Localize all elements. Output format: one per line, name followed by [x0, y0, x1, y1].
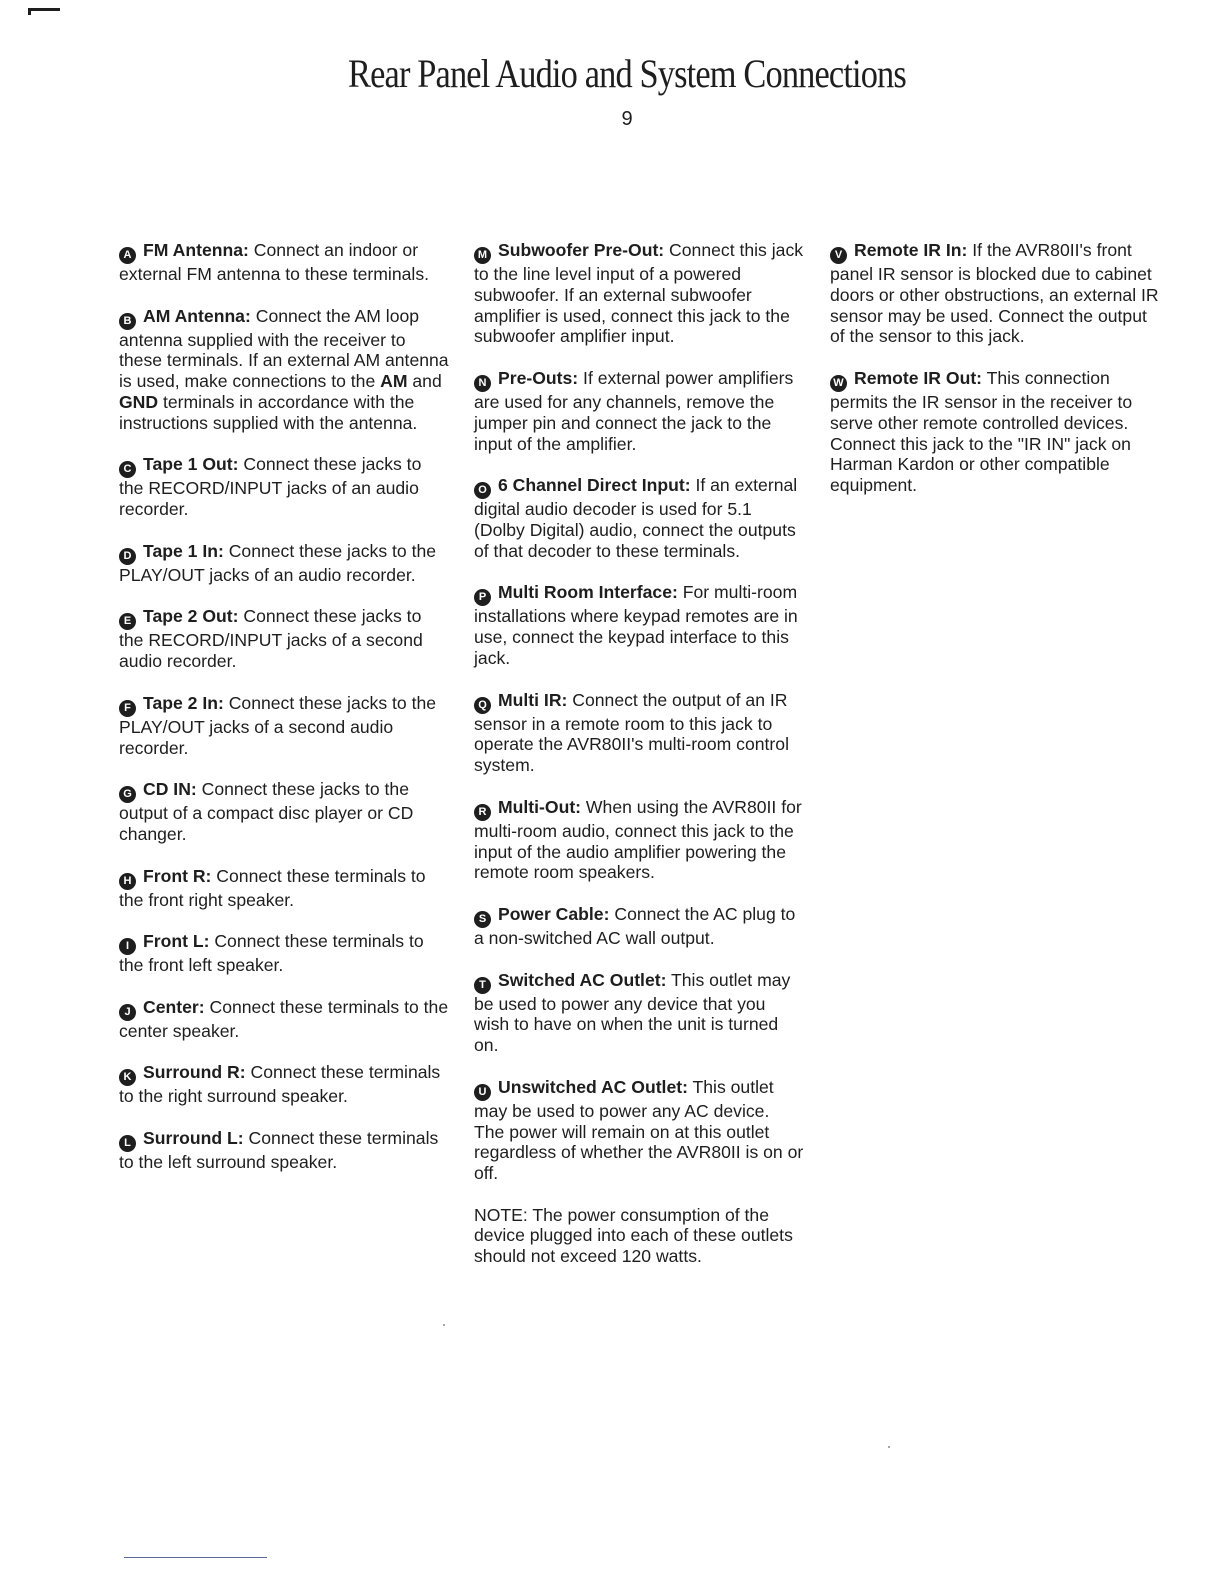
entry-text: and [407, 371, 442, 392]
entry-multi-room-interface [474, 582, 804, 668]
entry-text: If the AVR80II's front panel IR sensor is blocked due to cabinet doors or other obstructions, an external IR sensor may be used. Connect the output of the sensor to this jack. [830, 240, 1159, 347]
entry-term: Front L: [143, 931, 210, 952]
entry-term: FM Antenna: [143, 240, 249, 260]
entry-term: Center: [143, 996, 205, 1017]
entry-text: Connect the output of an IR sensor in a remote room to this jack to operate the AVR80II's multi-room control system. [474, 689, 789, 776]
entry-text: Connect these terminals to the left surround speaker. [119, 1127, 439, 1172]
entry-6-channel-direct-input [474, 475, 804, 561]
marker-a-icon: A [119, 247, 136, 264]
entry-term: Remote IR In: [854, 240, 968, 260]
marker-i-icon: I [119, 938, 136, 955]
entry-text: Connect these jacks to the PLAY/OUT jacks of an audio recorder. [119, 540, 437, 585]
entry-term: Surround L: [143, 1127, 244, 1148]
entry-text: This outlet may be used to power any AC device. The power will remain on at this outlet regardless of whether the AVR80II is on or off. [474, 1076, 804, 1184]
entry-text: Connect these terminals to the center speaker. [119, 996, 449, 1041]
entry-tape-1-out [119, 454, 449, 520]
entry-term: Multi IR: [498, 689, 568, 710]
entry-switched-ac-outlet [474, 970, 804, 1056]
entry-am-antenna [119, 306, 449, 434]
entry-term: Surround R: [143, 1062, 246, 1083]
entry-cd-in [119, 779, 449, 845]
entry-text: For multi-room installations where keypad remotes are in use, connect the keypad interface to this jack. [474, 582, 798, 668]
entry-text: Connect these jacks to the output of a compact disc player or CD changer. [119, 779, 414, 844]
marker-b-icon: B [119, 313, 136, 330]
entry-multi-ir [474, 690, 804, 776]
scan-speck [888, 1446, 890, 1448]
entry-pre-outs [474, 368, 804, 454]
power-note: NOTE: The power consumption of the device plugged into each of these outlets should not exceed 120 watts. [474, 1204, 793, 1267]
entry-term-gnd: GND [119, 391, 159, 412]
entry-text: If an external digital audio decoder is used for 5.1 (Dolby Digital) audio, connect the outputs of that decoder to these terminals. [474, 475, 798, 561]
marker-d-icon: D [119, 548, 136, 565]
marker-s-icon: S [474, 911, 491, 928]
marker-w-icon: W [830, 375, 847, 392]
entry-term: Power Cable: [498, 903, 610, 924]
marker-t-icon: T [474, 977, 491, 994]
entry-term: 6 Channel Direct Input: [498, 475, 691, 496]
entry-remote-ir-in [830, 240, 1160, 347]
entry-text: Connect an indoor or external FM antenna to these terminals. [119, 240, 430, 284]
page-title: Rear Panel Audio and System Connections [348, 51, 906, 96]
column-2 [474, 240, 804, 1288]
marker-v-icon: V [830, 247, 847, 264]
entry-term: Unswitched AC Outlet: [498, 1076, 688, 1097]
entry-term: Switched AC Outlet: [498, 969, 667, 990]
entry-tape-2-out [119, 606, 449, 672]
entry-term: Tape 1 Out: [143, 454, 239, 475]
marker-q-icon: Q [474, 697, 491, 714]
entry-term: Subwoofer Pre-Out: [498, 240, 665, 260]
entry-surround-l [119, 1128, 449, 1173]
marker-n-icon: N [474, 375, 491, 392]
entry-surround-r [119, 1062, 449, 1107]
marker-j-icon: J [119, 1004, 136, 1021]
corner-crop-mark [28, 8, 60, 11]
marker-g-icon: G [119, 786, 136, 803]
page-number: 9 [621, 108, 633, 130]
marker-p-icon: P [474, 589, 491, 606]
entry-text: Connect these jacks to the RECORD/INPUT jacks of a second audio recorder. [119, 606, 423, 672]
entry-text: Connect these jacks to the PLAY/OUT jacks of a second audio recorder. [119, 692, 437, 758]
entry-center [119, 997, 449, 1042]
marker-e-icon: E [119, 613, 136, 630]
marker-o-icon: O [474, 482, 491, 499]
marker-c-icon: C [119, 461, 136, 478]
entry-multi-out [474, 797, 804, 883]
entry-subwoofer-pre-out [474, 240, 804, 347]
entry-unswitched-ac-outlet [474, 1077, 804, 1184]
entry-term-am: AM [380, 371, 408, 392]
entry-term: Tape 2 In: [143, 692, 224, 713]
entry-term: Multi Room Interface: [498, 582, 678, 603]
entry-text: This connection permits the IR sensor in the receiver to serve other remote controlled devices. Connect this jack to the "IR IN" jack on Harman Kardon or other compatible equipment. [830, 367, 1133, 496]
entry-tape-1-in [119, 541, 449, 586]
bottom-rule [124, 1557, 267, 1558]
marker-u-icon: U [474, 1084, 491, 1101]
entry-text: Connect these terminals to the front left speaker. [119, 931, 424, 976]
marker-m-icon: M [474, 247, 491, 264]
entry-term: Remote IR Out: [854, 367, 983, 388]
entry-text: If external power amplifiers are used for any channels, remove the jumper pin and connect the jack to the input of the amplifier. [474, 367, 794, 454]
marker-f-icon: F [119, 700, 136, 717]
entry-text: Connect the AC plug to a non-switched AC wall output. [474, 903, 796, 948]
entry-term: Tape 1 In: [143, 540, 224, 561]
marker-l-icon: L [119, 1135, 136, 1152]
entry-term: AM Antenna: [143, 305, 251, 326]
entry-power-cable [474, 904, 804, 949]
entry-term: Pre-Outs: [498, 367, 579, 388]
entry-text: terminals in accordance with the instructions supplied with the antenna. [119, 391, 418, 433]
entry-text: Connect the AM loop antenna supplied with the receiver to these terminals. If an external AM antenna is used, make connections to the [119, 305, 449, 392]
scan-speck [443, 1324, 445, 1326]
marker-k-icon: K [119, 1069, 136, 1086]
column-3 [830, 240, 1160, 517]
entry-front-l [119, 931, 449, 976]
column-1 [119, 240, 449, 1194]
entry-text: This outlet may be used to power any device that you wish to have on when the unit is turned on. [474, 969, 791, 1056]
entry-text: When using the AVR80II for multi-room audio, connect this jack to the input of the audio amplifier powering the remote room speakers. [474, 796, 802, 883]
entry-tape-2-in [119, 693, 449, 759]
entry-text: Connect these terminals to the right surround speaker. [119, 1062, 441, 1107]
marker-h-icon: H [119, 873, 136, 890]
entry-remote-ir-out [830, 368, 1160, 496]
entry-text: Connect these terminals to the front right speaker. [119, 865, 426, 910]
entry-fm-antenna [119, 240, 449, 285]
entry-text: Connect these jacks to the RECORD/INPUT jacks of an audio recorder. [119, 454, 422, 520]
marker-r-icon: R [474, 804, 491, 821]
entry-term: Multi-Out: [498, 796, 582, 817]
entry-term: CD IN: [143, 779, 197, 800]
entry-term: Tape 2 Out: [143, 606, 239, 627]
entry-front-r [119, 866, 449, 911]
entry-text: Connect this jack to the line level input of a powered subwoofer. If an external subwoofer amplifier is used, connect this jack to the subwoofer amplifier input. [474, 240, 804, 347]
entry-term: Front R: [143, 865, 212, 886]
